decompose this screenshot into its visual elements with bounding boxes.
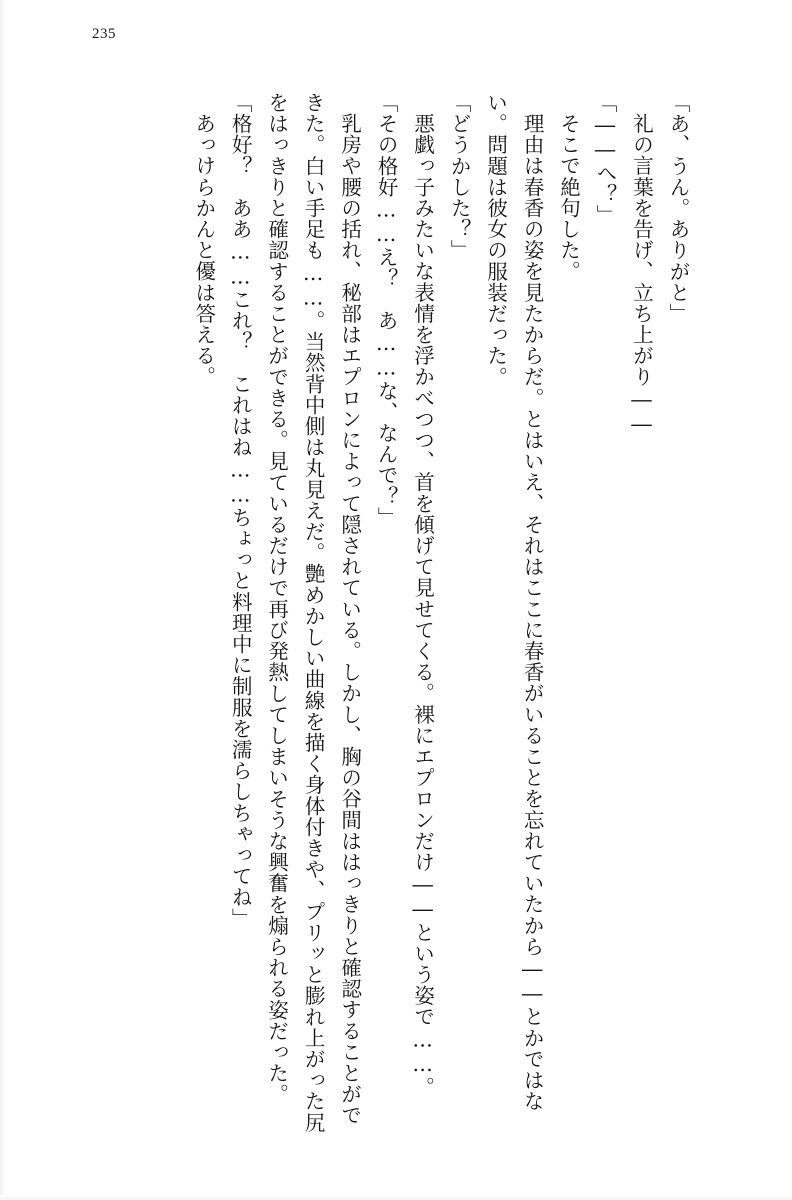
paragraph: 「どうかした？」: [447, 92, 472, 261]
paragraph: そこで絶句した。: [556, 112, 581, 282]
page-number: 235: [92, 26, 116, 42]
page-edge-shadow-bottom: [0, 1195, 792, 1200]
paragraph: 理由は春香の姿を見たからだ。とはいえ、それはここに春香がいることを忘れていたから――とかではない。問題は彼女の服装だった。: [483, 92, 545, 1112]
paragraph: 「その格好……え？ あ……な、なんで？」: [374, 92, 399, 528]
paragraph: 礼の言葉を告げ、立ち上がり――: [629, 112, 654, 436]
paragraph: 悪戯っ子みたいな表情を浮かべつつ、首を傾げて見せてくる。裸にエプロンだけ――という姿で……。: [410, 112, 435, 1098]
paragraph: 「格好？ ああ……これ？ これはね……ちょっと料理中に制服を濡らしちゃってね」: [228, 92, 253, 929]
paragraph: 乳房や腰の括れ、秘部はエプロンによって隠されている。しかし、胸の谷間ははっきりと確認することができた。白い手足も……。当然背中側は丸見えだ。艶めかしい曲線を描く身体付きや、プリッと膨れ上がった尻をはっきりと確認することができる。見ているだけで再び発熱してしまいそうな興奮を煽られる姿だった。: [264, 92, 362, 1133]
paragraph: 「――へ？」: [593, 92, 618, 226]
paragraph: 「あ、うん。ありがと」: [666, 92, 690, 325]
paragraph: あっけらかんと優は答える。: [191, 112, 216, 387]
body-text-vertical: [96, 92, 696, 1142]
page-edge-shadow-left: [0, 0, 6, 1200]
